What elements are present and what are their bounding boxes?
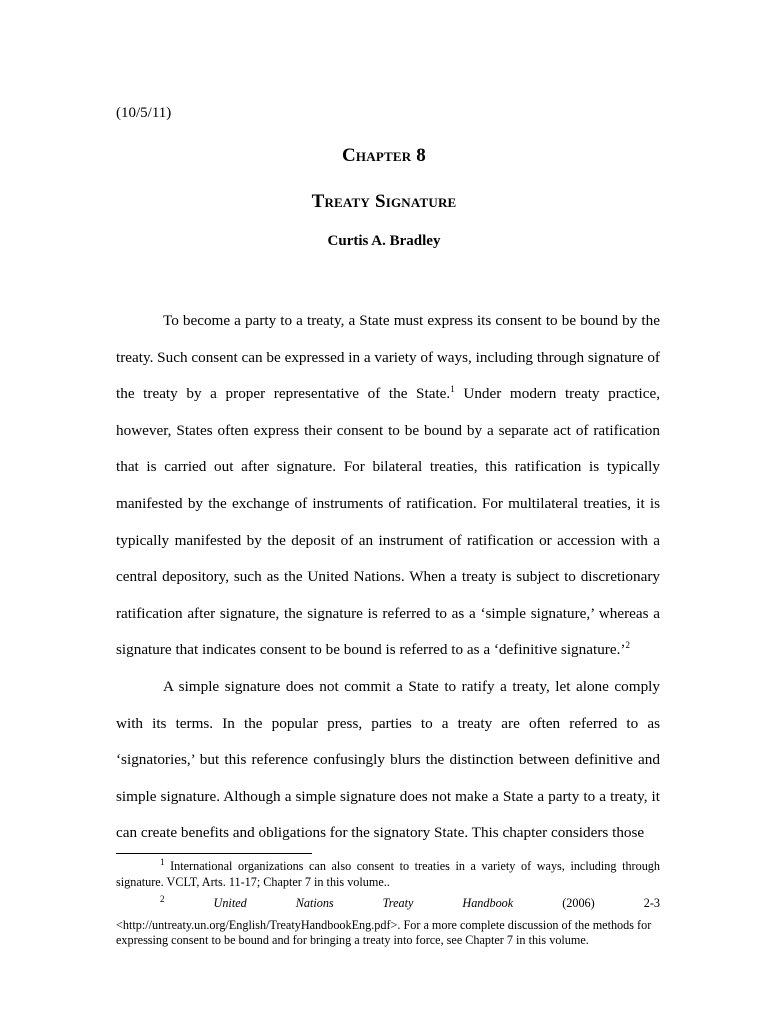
paragraph-1-part-2: Under modern treaty practice, however, States often express their consent to be bound by a separate act of ratification that is carried out after signature. For bilateral treaties, this ratification is typically manifested by the exchange of instruments of ratification. For multilateral treaties, it is typically manifested by the deposit of an instrument of ratification or accession with a central depository, such as the United Nations. When a treaty is subject to discretionary ratification after signature, the signature is referred to as a ‘simple signature,’ whereas a signature that indicates consent to be bound is referred to as a ‘definitive signature.’ (116, 385, 660, 659)
footnote-divider (116, 853, 312, 854)
footnote-2-pages: 2-3 (643, 896, 660, 910)
footnote-2-marker: 2 (160, 893, 165, 904)
document-date: (10/5/11) (116, 105, 172, 121)
chapter-title: Treaty Signature (311, 191, 457, 212)
footnote-1-text: International organizations can also consent to treaties in a variety of ways, including through signature. VCLT, Arts. 11-17; Chapter 7 in this volume.. (116, 859, 660, 889)
chapter-number: Chapter 8 (342, 145, 426, 166)
author-name: Curtis A. Bradley (327, 233, 441, 249)
footnote-1 (116, 856, 660, 890)
body-text (116, 303, 660, 852)
paragraph-1-part-1: To become a party to a treaty, a State must express its consent to be bound by the treaty. Such consent can be expressed in a variety of ways, including through signature of the treaty by a proper representative of the State. (116, 312, 660, 403)
footnote-2-title: United Nations Treaty Handbook (213, 896, 514, 910)
paragraph-1 (116, 303, 660, 669)
footnote-1-marker: 1 (160, 856, 165, 867)
paragraph-2: A simple signature does not commit a State to ratify a treaty, let alone comply with its terms. In the popular press, parties to a treaty are often referred to as ‘signatories,’ but this reference confusingly blurs the distinction between definitive and simple signature. Although a simple signature does not make a State a party to a treaty, it can create benefits and obligations for the signatory State. This chapter considers those (116, 677, 660, 842)
footnote-ref-1[interactable]: 1 (450, 384, 455, 395)
footnote-2-year: (2006) (562, 896, 595, 910)
footnote-ref-2[interactable]: 2 (625, 640, 630, 651)
footnote-2-text: <http://untreaty.un.org/English/TreatyHandbookEng.pdf>. For a more complete discussion of the methods for expressing consent to be bound and for bringing a treaty into force, see Chapter 7 in this volume. (116, 917, 652, 947)
footnote-2-first-line (116, 893, 660, 912)
footnotes (116, 856, 660, 949)
